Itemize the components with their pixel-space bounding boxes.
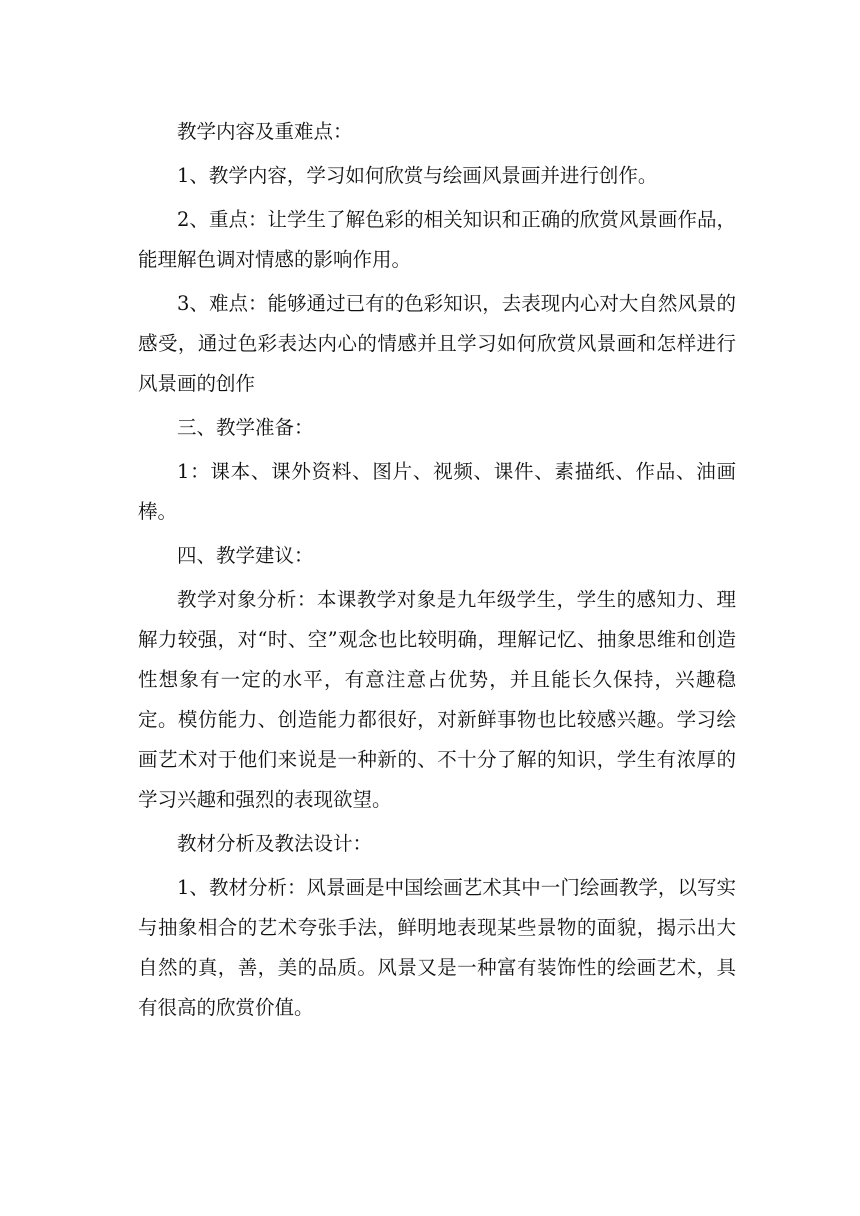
paragraph-difficulties: 3、难点：能够通过已有的色彩知识，去表现内心对大自然风景的感受，通过色彩表达内心的情感并且学习如何欣赏风景画和怎样进行风景画的创作 (138, 292, 736, 395)
section-heading-content: 教学内容及重难点： (177, 120, 353, 143)
paragraph-textbook-analysis: 1、教材分析：风景画是中国绘画艺术其中一门绘画教学，以写实与抽象相合的艺术夸张手法，鲜明地表现某些景物的面貌，揭示出大自然的真，善，美的品质。风景又是一种富有装饰性的绘画艺术，具有很高的欣赏价值。 (138, 876, 736, 1019)
paragraph-student-analysis: 教学对象分析：本课教学对象是九年级学生，学生的感知力、理解力较强，对“时、空”观念也比较明确，理解记忆、抽象思维和创造性想象有一定的水平，有意注意占优势，并且能长久保持，兴趣稳定。模仿能力、创造能力都很好，对新鲜事物也比较感兴趣。学习绘画艺术对于他们来说是一种新的、不十分了解的知识，学生有浓厚的学习兴趣和强烈的表现欲望。 (138, 588, 736, 811)
section-heading-suggestions: 四、教学建议： (177, 544, 314, 567)
paragraph-materials: 1：课本、课外资料、图片、视频、课件、素描纸、作品、油画棒。 (138, 460, 736, 523)
section-heading-preparation: 三、教学准备： (177, 416, 314, 439)
document-body (138, 112, 736, 1032)
section-heading-textbook-analysis: 教材分析及教法设计： (177, 832, 373, 855)
paragraph-teaching-content: 1、教学内容，学习如何欣赏与绘画风景画并进行创作。 (177, 164, 658, 187)
paragraph-key-points: 2、重点：让学生了解色彩的相关知识和正确的欣赏风景画作品，能理解色调对情感的影响作用。 (138, 208, 736, 271)
